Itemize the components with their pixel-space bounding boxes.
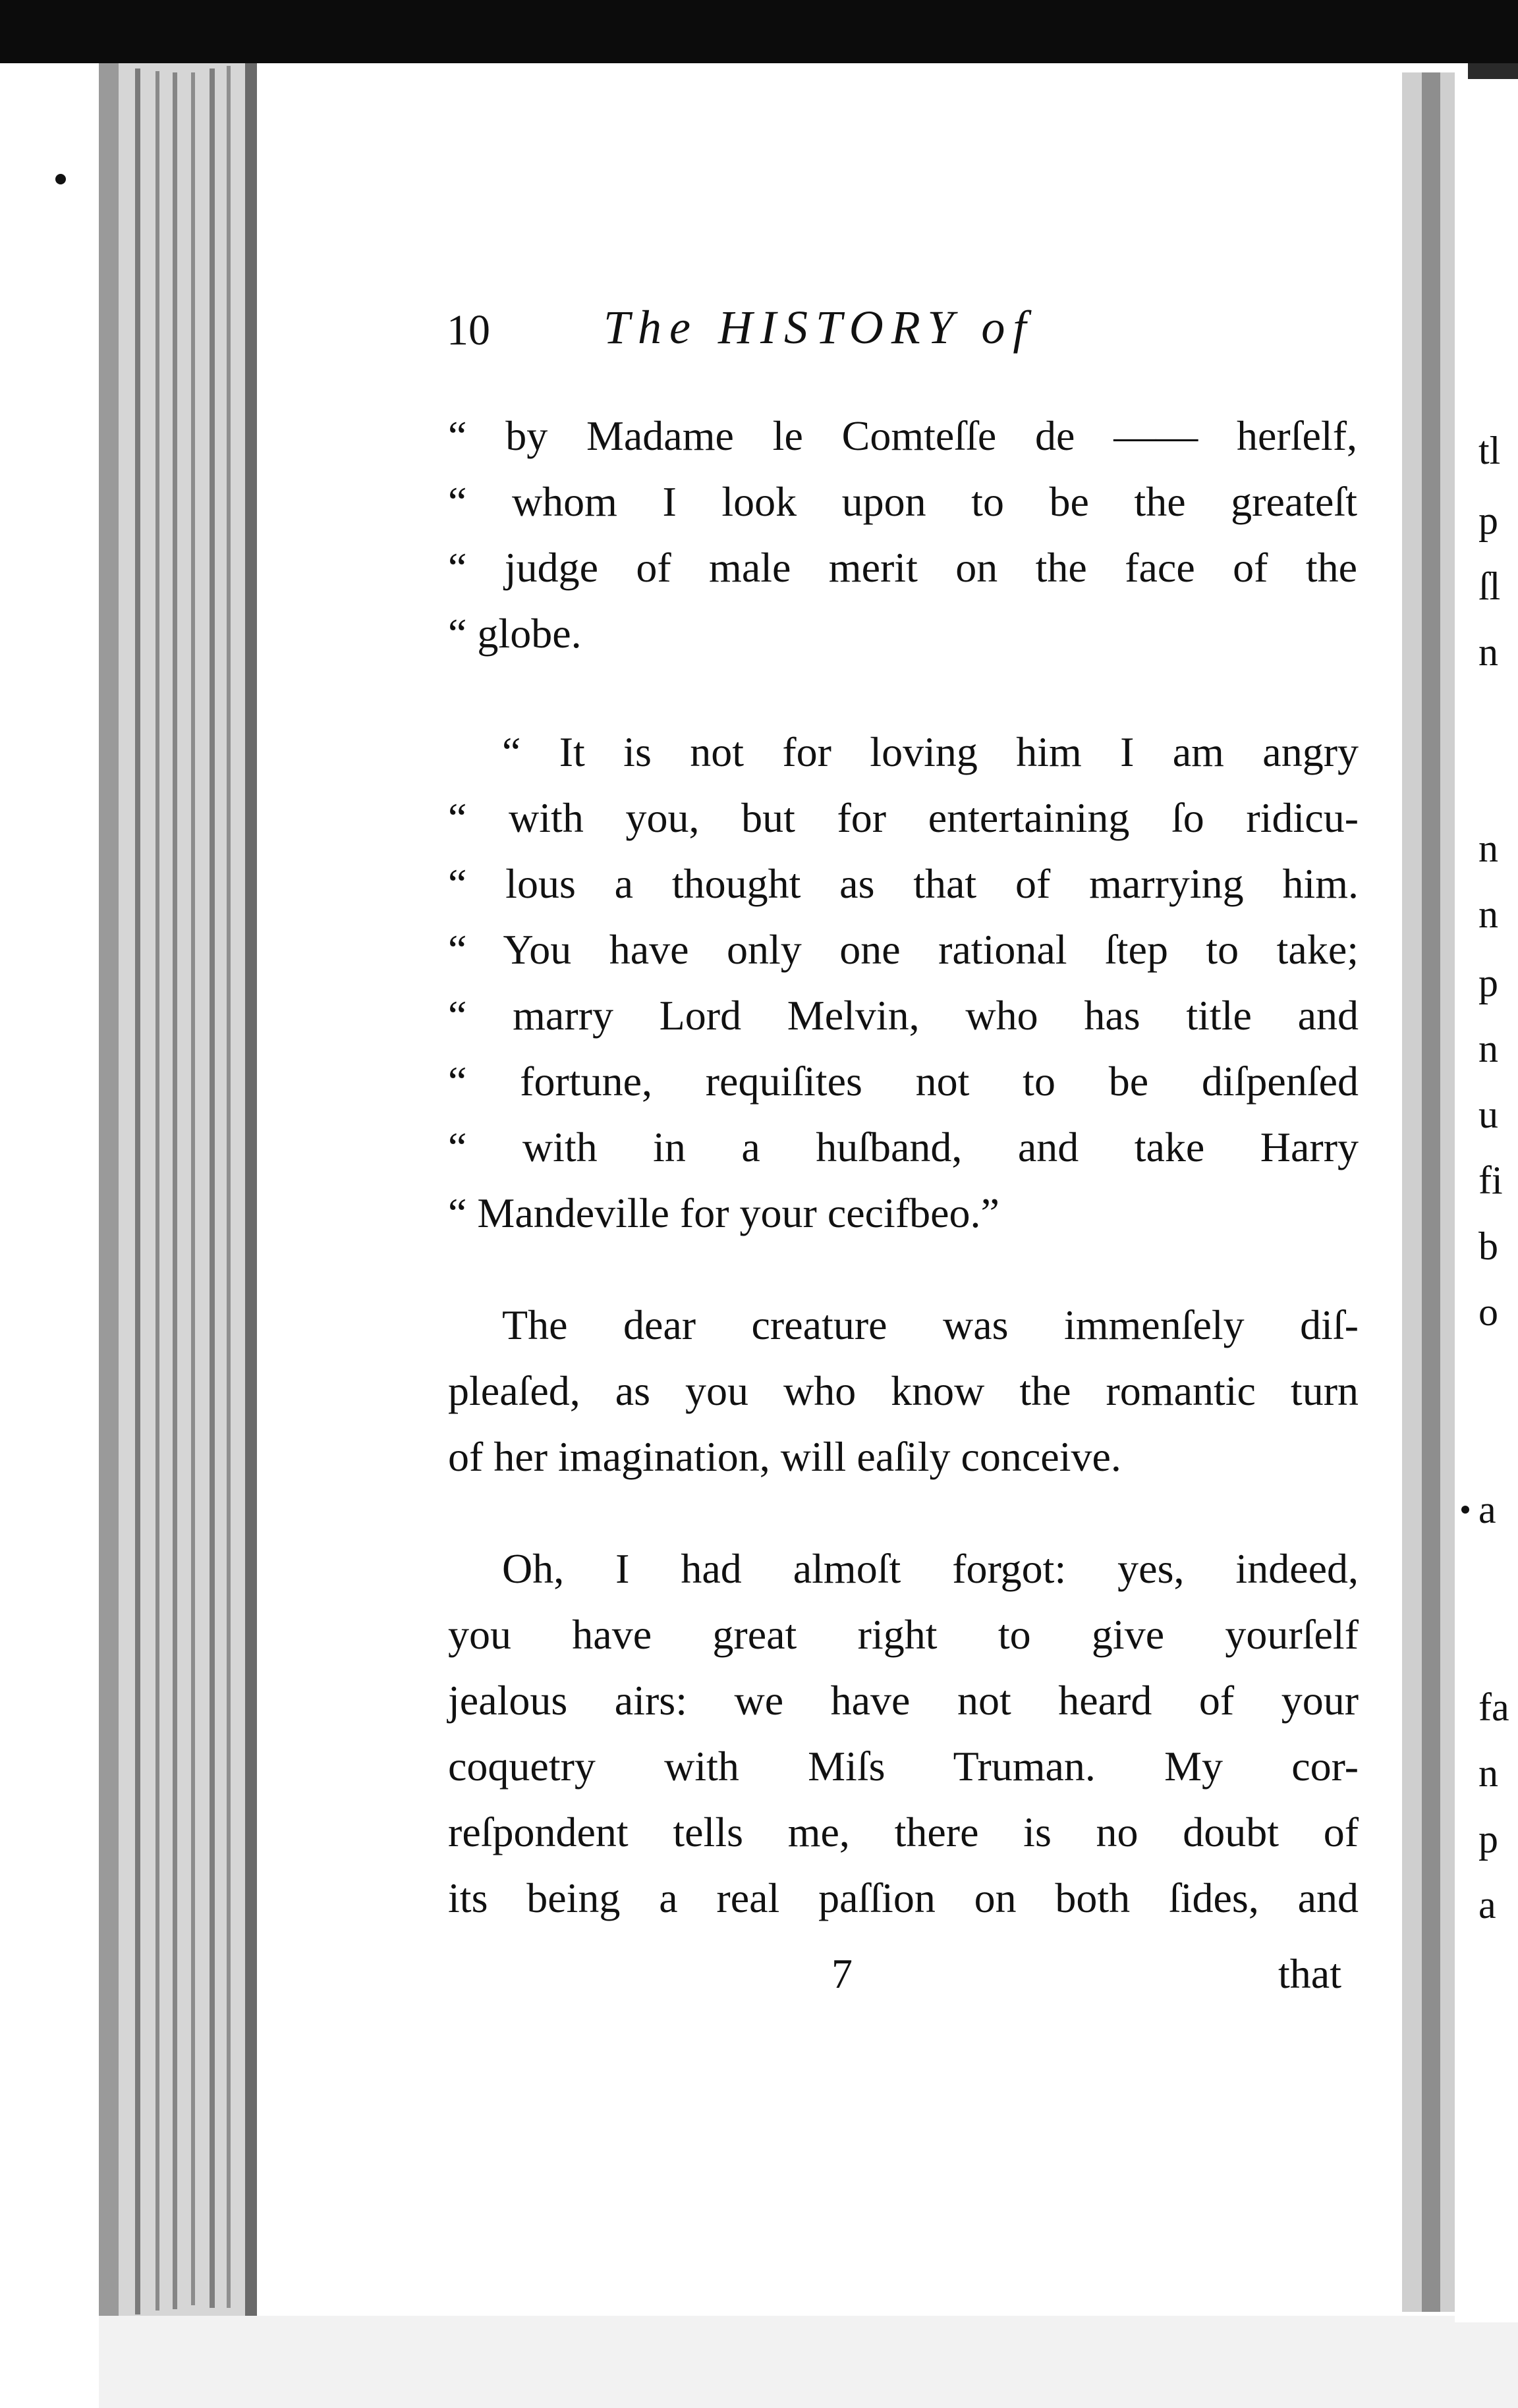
text-line: of her imagination, will eaſily conceive.: [448, 1433, 1121, 1480]
facing-page-fragment: n: [1478, 892, 1498, 936]
text-line: “ Mandeville for your cecifbeo.”: [448, 1190, 999, 1236]
facing-page-fragment: n: [1478, 1027, 1498, 1070]
text-line: its being a real paſſion on both ſides, and: [448, 1874, 1359, 1921]
text-line: “ You have only one rational ſtep to take;: [448, 926, 1359, 973]
facing-page-fragment: p: [1478, 499, 1498, 542]
facing-page-fragment: p: [1478, 961, 1498, 1004]
signature-mark: 7: [831, 1950, 853, 1997]
facing-page-fragment: n: [1478, 1751, 1498, 1795]
page-number: 10: [447, 306, 490, 354]
text-line: “ fortune, requiſites not to be diſpenſed: [448, 1058, 1359, 1105]
text-line: “ globe.: [448, 610, 582, 657]
text-line: “ lous a thought as that of marrying him.: [448, 860, 1359, 907]
text-line: “ with in a huſband, and take Harry: [448, 1124, 1359, 1170]
text-line: reſpondent tells me, there is no doubt of: [448, 1809, 1359, 1855]
facing-page-fragment: a: [1478, 1883, 1496, 1927]
catchword: that: [1278, 1950, 1341, 1997]
text-line: “ with you, but for entertaining ſo ridicu-: [448, 794, 1359, 841]
facing-page-fragment: n: [1478, 630, 1498, 674]
text-line: “ judge of male merit on the face of the: [448, 544, 1357, 591]
text-line: “ marry Lord Melvin, who has title and: [448, 992, 1359, 1039]
facing-page-fragment: tl: [1478, 429, 1501, 472]
text-line: “ whom I look upon to be the greateſt: [448, 478, 1357, 525]
facing-page-fragment: u: [1478, 1093, 1498, 1136]
running-title: The HISTORY of: [604, 301, 1034, 354]
text-line: “ by Madame le Comteſſe de —— herſelf,: [448, 412, 1357, 459]
facing-page-fragment: b: [1478, 1224, 1498, 1268]
text-line: you have great right to give yourſelf: [448, 1611, 1359, 1658]
facing-page-fragment: fi: [1478, 1159, 1503, 1202]
text-line: “ It is not for loving him I am angry: [502, 728, 1359, 775]
text-line: Oh, I had almoſt forgot: yes, indeed,: [502, 1545, 1359, 1592]
facing-page-fragment: o: [1478, 1290, 1498, 1334]
text-line: coquetry with Miſs Truman. My cor-: [448, 1743, 1359, 1790]
facing-page-fragment: p: [1478, 1817, 1498, 1861]
facing-page-fragment: a: [1478, 1488, 1496, 1531]
text-line: pleaſed, as you who know the romantic turn: [448, 1367, 1359, 1414]
facing-page-fragment: ſl: [1478, 564, 1501, 608]
facing-page-fragment: n: [1478, 827, 1498, 870]
text-line: The dear creature was immenſely diſ-: [502, 1301, 1359, 1348]
facing-page-fragment: fa: [1478, 1685, 1509, 1729]
text-line: jealous airs: we have not heard of your: [448, 1677, 1359, 1724]
